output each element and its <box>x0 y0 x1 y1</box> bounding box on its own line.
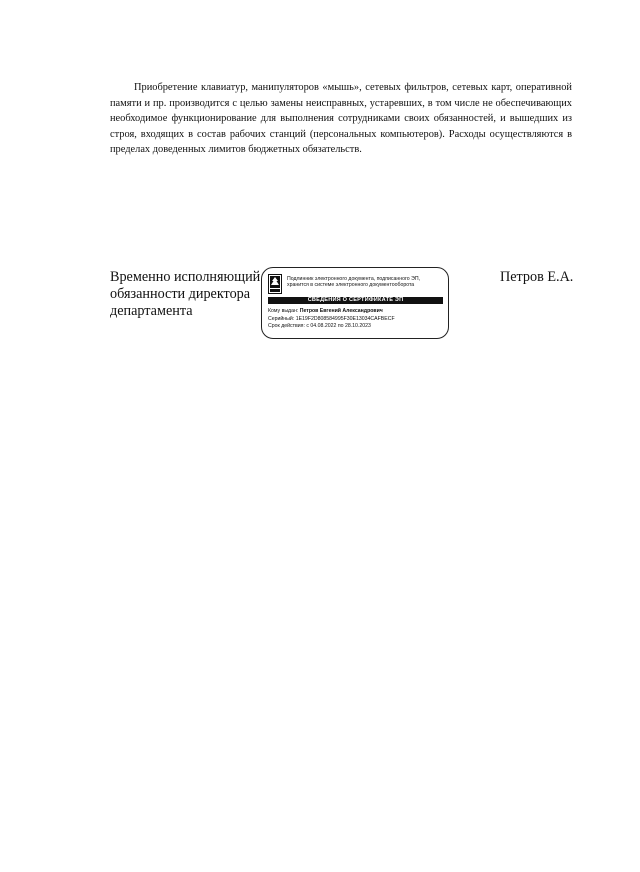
coat-of-arms-icon <box>268 274 282 294</box>
stamp-header-line: хранится в системе электронного документооборота <box>287 282 415 289</box>
certificate-info-bar: СВЕДЕНИЯ О СЕРТИФИКАТЕ ЭП <box>268 297 443 304</box>
validity-row <box>268 323 444 329</box>
validity-label: Срок действия: <box>268 323 305 329</box>
signatory-position-line: обязанности директора <box>110 286 251 302</box>
issued-to-value: Петров Евгений Александрович <box>299 308 383 314</box>
serial-row <box>268 316 444 322</box>
body-paragraph: Приобретение клавиатур, манипуляторов «мышь», сетевых фильтров, сетевых карт, оперативной памяти и пр. производится с целью замены неисправных, устаревших, в том числе не обеспечивающих необходимое функционирование для выполнения сотрудниками своих обязанностей, и вышедших из строя, входящих в состав рабочих станций (персональных компьютеров). Расходы осуществляются в пределах доведенных лимитов бюджетных обязательств. <box>110 82 572 156</box>
signatory-position-line: Временно исполняющий <box>110 269 261 285</box>
signatory-position-line: департамента <box>110 303 193 319</box>
serial-label: Серийный: <box>268 315 295 322</box>
serial-value: 1E19F2D808584995F30E13034CAFBECF <box>295 315 395 322</box>
issued-to-row <box>268 308 444 314</box>
signatory-name: Петров Е.А. <box>500 269 574 285</box>
issued-to-label: Кому выдан: <box>268 308 299 314</box>
electronic-signature-stamp <box>261 267 449 339</box>
stamp-header-line: Подлинник электронного документа, подписанного ЭП, <box>287 276 421 282</box>
stamp-header-text <box>287 276 447 289</box>
stamp-header <box>268 274 444 296</box>
signatory-position <box>110 269 270 320</box>
validity-value: с 04.08.2022 по 28.10.2023 <box>306 323 371 329</box>
